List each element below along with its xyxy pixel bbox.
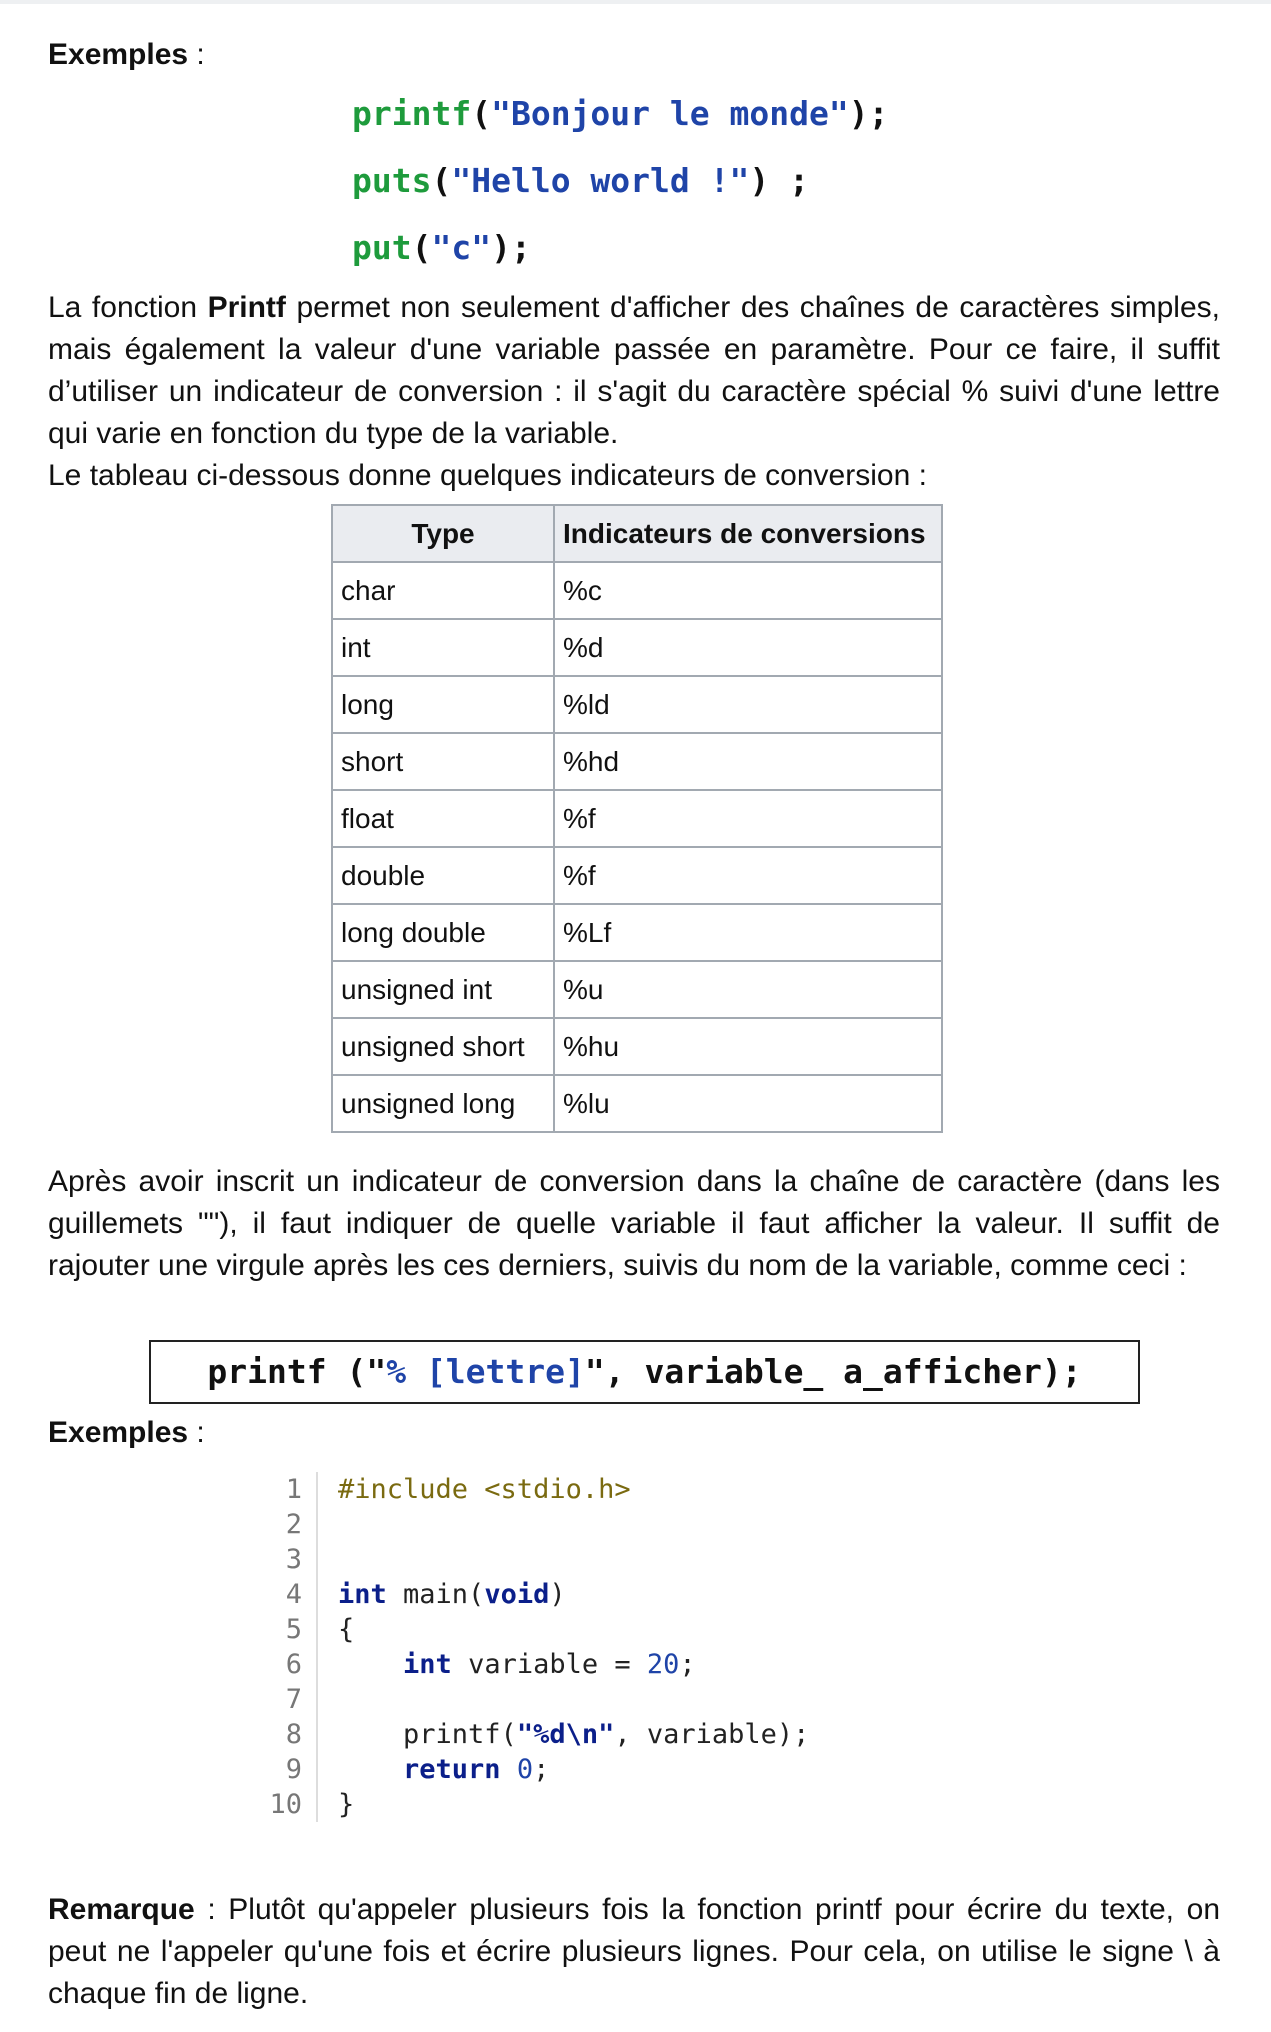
indicator-cell: %ld (554, 676, 942, 733)
indicator-cell: %f (554, 790, 942, 847)
code-line (262, 1717, 809, 1752)
type-cell: char (332, 562, 554, 619)
table-row (332, 619, 942, 676)
indicator-cell: %c (554, 562, 942, 619)
explanation-paragraph: Après avoir inscrit un indicateur de conversion dans la chaîne de caractère (dans les guillemets ""), il faut indiquer de quelle variable il faut afficher la valeur. Il suffit de rajouter une virgule après les ces derniers, suivis du nom de la variable, comme ceci : (48, 1165, 1220, 1282)
code-token: void (484, 1579, 550, 1610)
code-token: , variable); (614, 1719, 810, 1750)
code-line (262, 1752, 809, 1787)
type-cell: unsigned int (332, 961, 554, 1018)
type-cell: float (332, 790, 554, 847)
examples-heading-2: Exemples : (48, 1416, 205, 1449)
column-header-type: Type (332, 505, 554, 562)
table-header-row (332, 505, 942, 562)
code-token: { (338, 1614, 355, 1645)
code-token (338, 1649, 403, 1680)
type-cell: unsigned long (332, 1075, 554, 1132)
line-number: 6 (262, 1647, 318, 1682)
column-header-indicator: Indicateurs de conversions (554, 505, 942, 562)
code-token: int (338, 1579, 387, 1610)
line-number: 1 (262, 1472, 318, 1507)
code-token: printf( (338, 1719, 517, 1750)
top-divider (0, 0, 1271, 4)
line-number: 3 (262, 1542, 318, 1577)
code-listing (262, 1472, 809, 1822)
code-token: #include <stdio.h> (338, 1474, 631, 1505)
line-number: 5 (262, 1612, 318, 1647)
code-line (262, 1787, 809, 1822)
code-token (338, 1754, 403, 1785)
indicator-cell: %Lf (554, 904, 942, 961)
code-line (262, 1507, 809, 1542)
indicator-cell: %u (554, 961, 942, 1018)
code-text (338, 1472, 631, 1507)
table-row (332, 562, 942, 619)
code-text (338, 1647, 696, 1682)
printf-syntax-box: printf ("% [lettre]", variable_ a_afficher); (149, 1340, 1140, 1404)
table-intro-text: Le tableau ci-dessous donne quelques indicateurs de conversion : (48, 459, 927, 492)
type-cell: int (332, 619, 554, 676)
code-token: main( (386, 1579, 485, 1610)
code-text (338, 1717, 809, 1752)
code-token: ; (533, 1754, 550, 1785)
table-row (332, 961, 942, 1018)
conversion-table (331, 504, 943, 1133)
code-text (338, 1787, 354, 1822)
code-line (262, 1612, 809, 1647)
code-example-puts: puts("Hello world !") ; (352, 161, 809, 200)
code-example-put: put("c"); (352, 228, 531, 267)
indicator-cell: %lu (554, 1075, 942, 1132)
type-cell: short (332, 733, 554, 790)
code-token: variable = (451, 1649, 647, 1680)
code-token: 20 (646, 1649, 680, 1680)
code-token (501, 1754, 517, 1785)
remark-paragraph: Remarque : Plutôt qu'appeler plusieurs fois la fonction printf pour écrire du texte, on peut ne l'appeler qu'une fois et écrire plusieurs lignes. Pour cela, on utilise le signe \ à chaque fin de ligne. (48, 1893, 1220, 2010)
code-token: int (403, 1649, 452, 1680)
line-number: 10 (262, 1787, 318, 1822)
code-token: "%d\n" (516, 1719, 615, 1750)
line-number: 9 (262, 1752, 318, 1787)
code-line (262, 1682, 809, 1717)
line-number: 8 (262, 1717, 318, 1752)
indicator-cell: %f (554, 847, 942, 904)
examples-heading-1: Exemples : (48, 38, 205, 71)
code-token: return (403, 1754, 501, 1785)
code-text (338, 1577, 566, 1612)
type-cell: long double (332, 904, 554, 961)
table-row (332, 847, 942, 904)
indicator-cell: %hu (554, 1018, 942, 1075)
line-number: 4 (262, 1577, 318, 1612)
code-token: ; (679, 1649, 696, 1680)
intro-paragraph: La fonction Printf permet non seulement d'afficher des chaînes de caractères simples, mais également la valeur d'une variable passée en paramètre. Pour ce faire, il suffit d’utiliser un indicateur de conversion : il s'agit du caractère spécial % suivi d'une lettre qui varie en fonction du type de la variable. (48, 291, 1220, 450)
code-token: } (338, 1789, 355, 1820)
table-row (332, 733, 942, 790)
indicator-cell: %d (554, 619, 942, 676)
type-cell: double (332, 847, 554, 904)
code-line (262, 1647, 809, 1682)
type-cell: unsigned short (332, 1018, 554, 1075)
code-example-printf: printf("Bonjour le monde"); (352, 94, 889, 133)
code-text (338, 1612, 354, 1647)
table-row (332, 1075, 942, 1132)
table-row (332, 1018, 942, 1075)
table-row (332, 676, 942, 733)
code-token: 0 (516, 1754, 534, 1785)
line-number: 7 (262, 1682, 318, 1717)
table-row (332, 904, 942, 961)
type-cell: long (332, 676, 554, 733)
code-token: ) (549, 1579, 566, 1610)
line-number: 2 (262, 1507, 318, 1542)
table-row (332, 790, 942, 847)
indicator-cell: %hd (554, 733, 942, 790)
code-line (262, 1472, 809, 1507)
code-line (262, 1577, 809, 1612)
code-text (338, 1752, 549, 1787)
code-line (262, 1542, 809, 1577)
